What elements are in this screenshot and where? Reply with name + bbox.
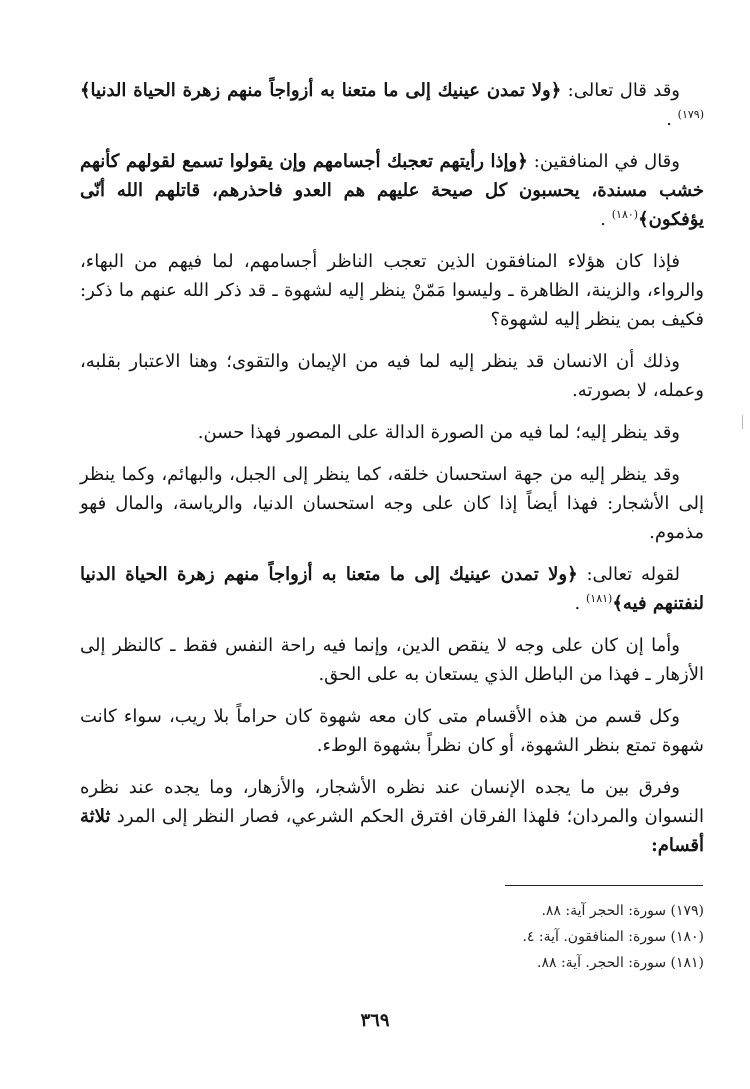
paragraph-text: وأما إن كان على وجه لا ينقص الدين، وإنما فيه راحة النفس فقط ـ كالنظر إلى الأزهار ـ فهذا من الباطل الذي يستعان به على الحق.	[80, 635, 704, 685]
paragraph-text: لقوله تعالى:	[577, 564, 680, 585]
paragraph-5	[80, 418, 704, 447]
main-text	[80, 76, 704, 860]
paragraph-2	[80, 147, 704, 234]
paragraph-text: وقد قال تعالى:	[561, 80, 680, 101]
paragraph-text: وقال في المنافقين:	[527, 151, 680, 172]
footnote-reference: (١٨٠)	[611, 208, 639, 221]
paragraph-text: وفرق بين ما يجده الإنسان عند نظره الأشجار، والأزهار، وما يجده عند نظره النسوان والمردان؛ فلهذا الفرقان افترق الحكم الشرعي، فصار النظر إلى المرد	[80, 777, 704, 827]
page-number: ٣٦٩	[360, 1010, 390, 1031]
footnote-180: (١٨٠) سورة: المنافقون. آية: ٤.	[522, 929, 704, 945]
footnote-181: (١٨١) سورة: الحجر. آية: ٨٨.	[537, 955, 704, 971]
paragraph-text: وقد ينظر إليه؛ لما فيه من الصورة الدالة على المصور فهذا حسن.	[197, 422, 680, 443]
footnotes	[304, 898, 704, 976]
paragraph-text: وكل قسم من هذه الأقسام متى كان معه شهوة كان حراماً بلا ريب، سواء كانت شهوة تمتع بنظر الشهوة، أو كان نظراً بشهوة الوطء.	[80, 706, 704, 756]
paragraph-4	[80, 347, 704, 405]
paragraph-10	[80, 773, 704, 860]
paragraph-6	[80, 460, 704, 547]
paragraph-text: .	[666, 109, 678, 130]
paragraph-text: وقد ينظر إليه من جهة استحسان خلقه، كما ينظر إلى الجبل، والبهائم، وكما ينظر إلى الأشجار: فهذا أيضاً إذا كان على وجه استحسان الدنيا، والرياسة، والمال فهو مذموم.	[80, 464, 704, 543]
scan-edge-mark	[742, 415, 743, 429]
paragraph-text: فإذا كان هؤلاء المنافقون الذين تعجب الناظر أجسامهم، لما فيهم من البهاء، والرواء، والزينة، الظاهرة ـ وليسوا مَمّنْ ينظر إليه لشهوة ـ قد ذكر الله عنهم ما ذكر: فكيف بمن ينظر إليه لشهوة؟	[80, 251, 704, 330]
paragraph-9	[80, 702, 704, 760]
paragraph-7	[80, 560, 704, 618]
footnote-179: (١٧٩) سورة: الحجر آية: ٨٨.	[541, 903, 704, 919]
paragraph-3	[80, 247, 704, 334]
paragraph-1	[80, 76, 704, 134]
paragraph-text: .	[574, 593, 586, 614]
quran-quote: ﴿ولا تمدن عينيك إلى ما متعنا به أزواجاً منهم زهرة الحياة الدنيا لنفتنهم فيه﴾	[80, 564, 704, 614]
quran-quote: ﴿وإذا رأيتهم تعجبك أجسامهم وإن يقولوا تسمع لقولهم كأنهم خشب مسندة، يحسبون كل صيحة عليهم هم العدو فاحذرهم، قاتلهم الله أنّى يؤفكون﴾	[80, 151, 704, 230]
footnote-reference: (١٨١)	[586, 592, 613, 605]
paragraph-8	[80, 631, 704, 689]
quran-quote: ﴿ولا تمدن عينيك إلى ما متعنا به أزواجاً منهم زهرة الحياة الدنيا﴾	[80, 80, 562, 101]
paragraph-text: .	[600, 209, 612, 230]
bold-heading-tail: ثلاثة أقسام:	[80, 806, 704, 856]
paragraph-text: وذلك أن الانسان قد ينظر إليه لما فيه من الإيمان والتقوى؛ وهنا الاعتبار بقلبه، وعمله، لا بصورته.	[80, 351, 704, 401]
footnote-reference: (١٧٩)	[677, 108, 704, 121]
footnote-separator	[505, 885, 703, 886]
